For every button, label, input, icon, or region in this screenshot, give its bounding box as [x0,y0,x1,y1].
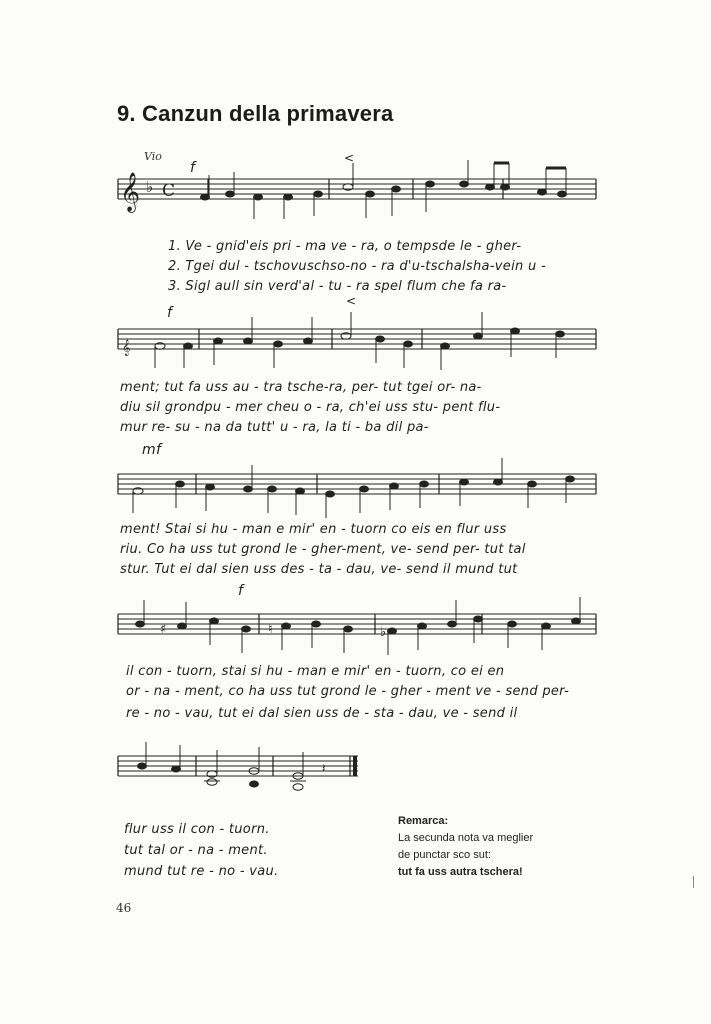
final-barline [353,756,357,776]
quarter-rest: 𝄽 [322,761,326,775]
staff-lines-1 [118,179,596,199]
remark-note [398,813,533,881]
margin-tick [693,876,694,888]
lyric-s3-v3: stur. Tut ei dal sien uss des - ta - dau, ve- send il mund tut [120,562,518,577]
flat-key-signature: ♭ [146,178,154,196]
sharp-accidental: ♯ [160,622,167,637]
lyric-s3-v1: ment! Stai si hu - man e mir' en - tuorn co eis en flur uss [120,522,507,537]
lyric-s4-v1: il con - tuorn, stai si hu - man e mir' en - tuorn, co ei en [126,664,505,679]
page-number: 46 [116,901,132,915]
remark-line-3: tut fa uss autra tschera! [398,866,523,878]
voice-label: Vio [144,150,162,163]
lyric-s2-v1: ment; tut fa uss au - tra tsche-ra, per- tut tgei or- na- [120,380,482,395]
notes-system-2 [155,312,565,370]
treble-clef: 𝄞 [120,172,141,212]
lyric-s1-v1: 1. Ve - gnid'eis pri - ma ve - ra, o tempsde le - gher- [168,239,522,254]
lyric-s5-v3: mund tut re - no - vau. [124,864,279,879]
remark-line-1: La secunda nota va meglier [398,832,534,844]
remark-line-2: de punctar sco sut: [398,849,491,861]
staff-lines-3 [118,474,596,494]
lyric-s5-v1: flur uss il con - tuorn. [124,822,270,837]
notes-system-3 [133,458,575,518]
accent-marking-1: < [344,151,355,165]
flat-accidental: ♭ [380,625,387,640]
lyric-s4-v3: re - no - vau, tut ei dal sien uss de - sta - dau, ve - send il [126,706,518,721]
forte-marking-1: f [190,160,196,176]
lyric-s1-v3: 3. Sigl aull sin verd'al - tu - ra spel flum che fa ra- [168,279,507,294]
lyric-s4-v2: or - na - ment, co ha uss tut grond le - gher - ment ve - send per- [126,684,570,699]
notes-system-4 [136,597,581,655]
forte-marking-2: f [167,305,173,321]
song-title: 9. Canzun della primavera [117,101,394,126]
natural-accidental: ♮ [268,622,273,637]
lyric-s5-v2: tut tal or - na - ment. [124,843,268,858]
common-time: C [162,181,176,201]
lyric-s3-v2: riu. Co ha uss tut grond le - gher-ment, ve- send per- tut tal [120,542,526,557]
treble-clef-2: 𝄞 [122,340,131,356]
staff-lines-4 [118,614,596,634]
accent-marking-2: < [346,294,357,308]
remark-heading: Remarca: [398,815,449,827]
lyric-s1-v2: 2. Tgei dul - tschovuschso-no - ra d'u-tschalsha-vein u - [168,259,546,274]
mezzoforte-marking: mf [142,442,162,458]
lyric-s2-v3: mur re- su - na da tutt' u - ra, la ti - ba dil pa- [120,420,429,435]
forte-marking-3: f [238,583,244,599]
lyric-s2-v2: diu sil grondpu - mer cheu o - ra, ch'ei uss stu- pent flu- [120,400,501,415]
